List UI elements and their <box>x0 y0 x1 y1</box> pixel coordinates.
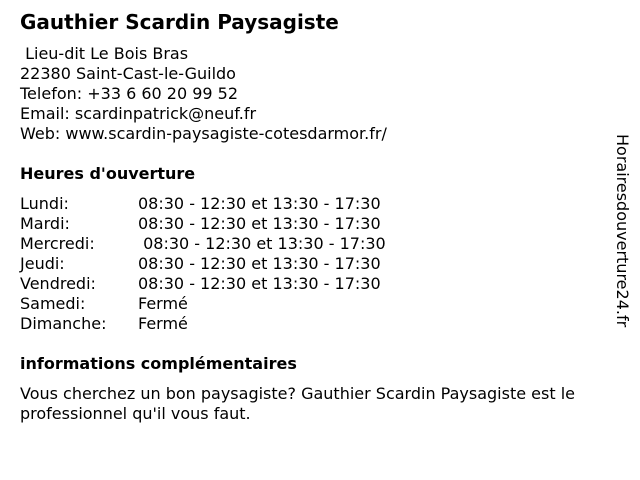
hours-value: 08:30 - 12:30 et 13:30 - 17:30 <box>138 194 381 213</box>
hours-value: 08:30 - 12:30 et 13:30 - 17:30 <box>138 254 381 273</box>
opening-hours-table <box>20 194 386 334</box>
day-label: Vendredi: <box>20 274 96 293</box>
business-name: Gauthier Scardin Paysagiste <box>20 10 339 34</box>
hours-value: 08:30 - 12:30 et 13:30 - 17:30 <box>138 214 381 233</box>
day-label: Jeudi: <box>20 254 65 273</box>
hours-value: Fermé <box>138 314 188 333</box>
website-text: Web: www.scardin-paysagiste-cotesdarmor.fr/ <box>20 124 387 143</box>
hours-row-sunday <box>20 314 386 334</box>
hours-row-tuesday <box>20 214 386 234</box>
hours-row-saturday <box>20 294 386 314</box>
hours-row-thursday <box>20 254 386 274</box>
day-label: Mardi: <box>20 214 70 233</box>
address-street: Lieu-dit Le Bois Bras <box>20 44 189 63</box>
day-label: Samedi: <box>20 294 86 313</box>
day-label: Mercredi: <box>20 234 95 253</box>
hours-row-wednesday <box>20 234 386 254</box>
watermark-text: Horairesdouverture24.fr <box>613 134 632 328</box>
hours-value: Fermé <box>138 294 188 313</box>
contact-block <box>20 44 387 144</box>
email-text: Email: scardinpatrick@neuf.fr <box>20 104 257 123</box>
day-label: Dimanche: <box>20 314 107 333</box>
hours-value: 08:30 - 12:30 et 13:30 - 17:30 <box>138 274 381 293</box>
opening-hours-heading: Heures d'ouverture <box>20 164 196 183</box>
additional-info-heading: informations complémentaires <box>20 354 297 373</box>
address-city: 22380 Saint-Cast-le-Guildo <box>20 64 236 83</box>
hours-value: 08:30 - 12:30 et 13:30 - 17:30 <box>138 234 386 253</box>
hours-row-monday <box>20 194 386 214</box>
phone-text: Telefon: +33 6 60 20 99 52 <box>20 84 239 103</box>
hours-row-friday <box>20 274 386 294</box>
day-label: Lundi: <box>20 194 69 213</box>
additional-info-text: Vous cherchez un bon paysagiste? Gauthier Scardin Paysagiste est le professionnel qu'il vous faut. <box>20 384 575 423</box>
